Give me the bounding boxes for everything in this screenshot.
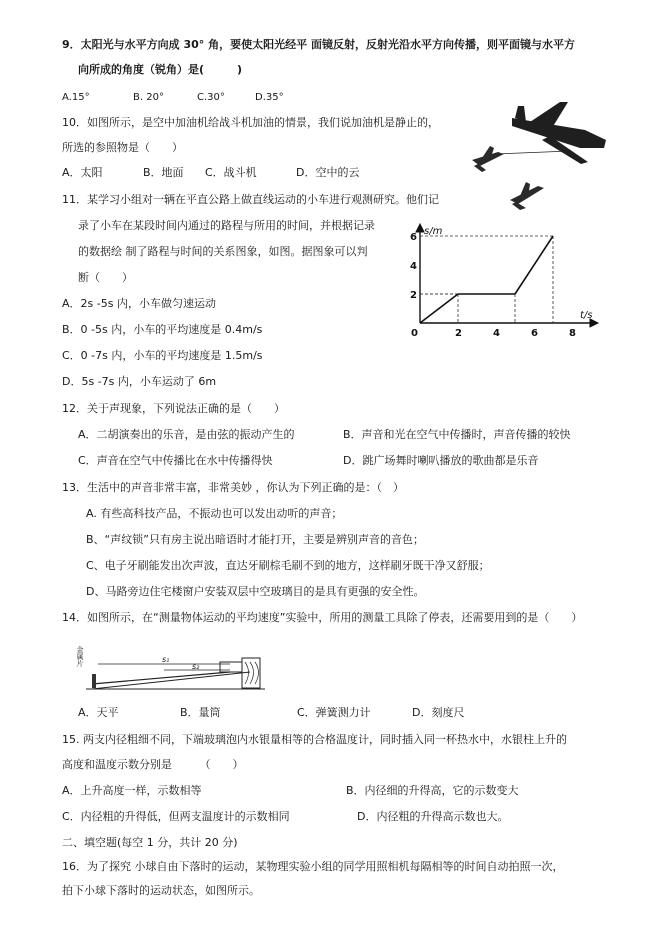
q15-option-b: B．内径细的升得高，它的示数变大 <box>346 784 519 797</box>
q11-stem-line3: 的数据绘 制了路程与时间的关系图象，如图。据图象可以判 <box>78 245 368 258</box>
q11-stem-line2: 录了小车在某段时间内通过的路程与所用的时间，并根据记录 <box>78 219 375 232</box>
q11-option-b: B．0 -5s 内，小车的平均速度是 0.4m/s <box>62 323 263 336</box>
q14-stem: 14．如图所示，在“测量物体运动的平均速度”实验中，所用的测量工具除了停表，还需要用到的是（ ） <box>62 611 583 624</box>
q9-stem-line1: 9．太阳光与水平方向成 30° 角，要使太阳光经平 面镜反射，反射光沿水平方向传播，则平面镜与水平方 <box>62 38 575 51</box>
q13-stem: 13．生活中的声音非常丰富，非常美妙 ，你认为下列正确的是：（ ） <box>62 481 404 494</box>
q13-option-a: A. 有些高科技产品，不振动也可以发出动听的声音； <box>86 507 343 520</box>
q12-option-c: C．声音在空气中传播比在水中传播得快 <box>78 454 273 467</box>
q14-option-b: B．量筒 <box>180 706 221 719</box>
q9-option-c: C.30° <box>197 92 225 103</box>
q11-option-d: D．5s -7s 内，小车运动了 6m <box>62 375 217 388</box>
q13-option-d: D、马路旁边住宅楼窗户安装双层中空玻璃目的是具有更强的安全性。 <box>86 585 425 598</box>
aerial-refueling-image <box>460 100 610 210</box>
q10-option-c: C．战斗机 <box>205 166 257 179</box>
q10-option-b: B．地面 <box>143 166 184 179</box>
q11-stem-line4: 断（ ） <box>78 271 133 284</box>
series-segment <box>515 236 553 294</box>
x-tick-label: 2 <box>455 328 462 339</box>
y-axis-label: s/m <box>424 226 443 237</box>
y-axis-arrow <box>416 224 424 232</box>
fighter-jet-icon <box>472 146 504 172</box>
q12-option-d: D．跳广场舞时喇叭播放的歌曲都是乐音 <box>343 454 539 467</box>
q16-stem-line1: 16．为了探究 小球自由下落时的运动，某物理实验小组的同学用照相机每隔相等的时间自动拍照一次， <box>62 860 564 873</box>
q12-stem: 12．关于声现象，下列说法正确的是（ ） <box>62 402 285 415</box>
q15-stem-line2: 高度和温度示数分别是 （ ） <box>62 758 244 771</box>
q9-option-a: A.15° <box>62 92 90 103</box>
q12-option-b: B．声音和光在空气中传播时，声音传播的较快 <box>343 428 571 441</box>
series-segment <box>420 294 458 323</box>
q14-option-a: A．天平 <box>78 706 119 719</box>
q14-option-d: D．刻度尺 <box>412 706 465 719</box>
q10-stem-line1: 10．如图所示，是空中加油机给战斗机加油的情景，我们说加油机是静止的， <box>62 116 439 129</box>
distance-s2-label: s₂ <box>192 662 200 671</box>
q9-option-d: D.35° <box>255 92 284 103</box>
q12-option-a: A．二胡演奏出的乐音，是由弦的振动产生的 <box>78 428 295 441</box>
q15-option-a: A．上升高度一样，示数相等 <box>62 784 202 797</box>
metal-plate-label: 金属片 <box>76 646 84 667</box>
q14-option-c: C．弹簧测力计 <box>297 706 371 719</box>
x-tick-label: 6 <box>531 328 538 339</box>
x-tick-label: 4 <box>493 328 500 339</box>
q10-option-a: A．太阳 <box>62 166 103 179</box>
q15-option-c: C．内径粗的升得低，但两支温度计的示数相同 <box>62 810 290 823</box>
y-tick-label: 2 <box>410 290 417 301</box>
q11-option-a: A．2s -5s 内，小车做匀速运动 <box>62 297 216 310</box>
y-tick-label: 6 <box>410 232 417 243</box>
q16-stem-line2: 拍下小球下落时的运动状态，如图所示。 <box>62 884 260 897</box>
x-tick-label: 0 <box>411 328 418 339</box>
q10-stem-line2: 所选的参照物是（ ） <box>62 141 183 154</box>
distance-s1-label: s₁ <box>162 655 170 664</box>
section-title-fill-in: 二、填空题(每空 1 分，共计 20 分) <box>62 836 238 849</box>
x-tick-label: 8 <box>569 328 576 339</box>
q13-option-b: B、“声纹锁”只有房主说出暗语时才能打开，主要是辨别声音的音色； <box>86 533 424 546</box>
q10-option-d: D．空中的云 <box>296 166 360 179</box>
incline-experiment-image <box>76 632 280 692</box>
q15-option-d: D．内径粗的升得高示数也大。 <box>357 810 509 823</box>
tanker-aircraft-icon <box>512 102 606 164</box>
distance-time-graph <box>400 222 605 350</box>
q9-option-b: B. 20° <box>133 92 164 103</box>
q9-stem-line2: 向所成的角度（锐角）是( ) <box>78 63 243 76</box>
x-axis-label: t/s <box>580 310 593 321</box>
q15-stem-line1: 15. 两支内径粗细不同，下端玻璃泡内水银量相等的合格温度计，同时插入同一杯热水中，水银柱上升的 <box>62 733 567 746</box>
q11-option-c: C．0 -7s 内，小车的平均速度是 1.5m/s <box>62 349 263 362</box>
y-tick-label: 4 <box>410 261 417 272</box>
q11-stem-line1: 11．某学习小组对一辆在平直公路上做直线运动的小车进行观测研究。他们记 <box>62 193 439 206</box>
fighter-jet-icon <box>510 182 544 210</box>
q13-option-c: C、电子牙刷能发出次声波，直达牙刷棕毛刷不到的地方，这样刷牙既干净又舒服； <box>86 559 490 572</box>
